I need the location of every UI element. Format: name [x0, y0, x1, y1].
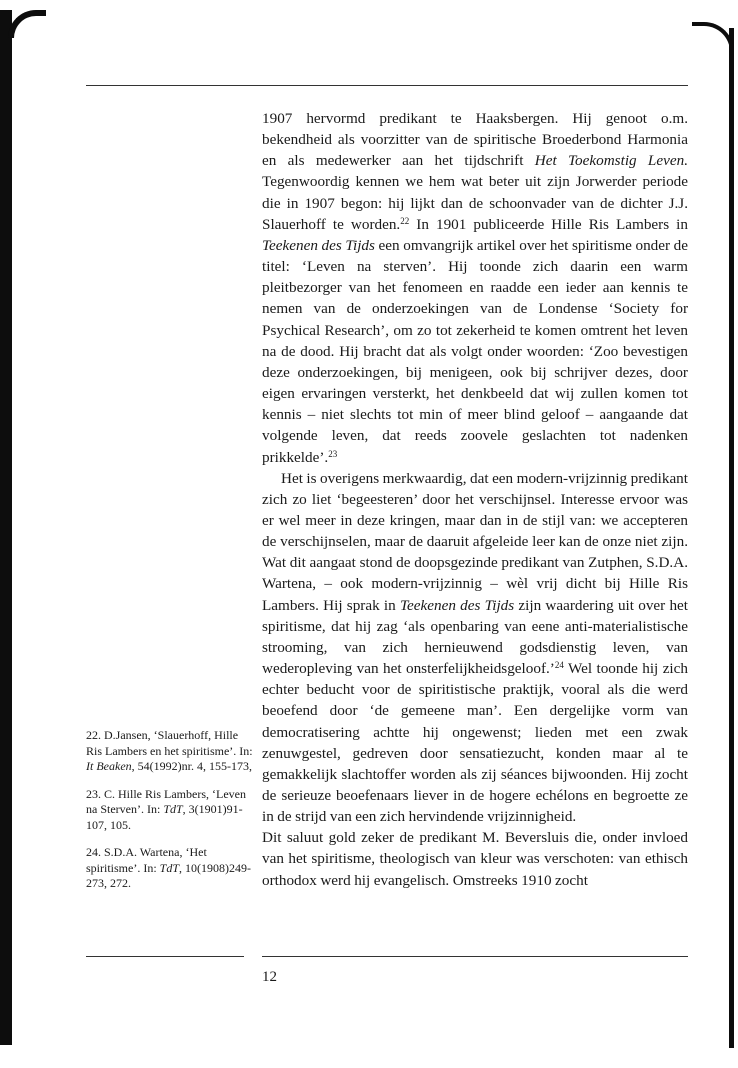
- body-paragraph: [262, 468, 688, 828]
- footnote-reference: 24: [554, 660, 564, 671]
- text-run: 22. D.Jansen, ‘Slauerhoff, Hille Ris Lambers en het spiritisme’. In:: [86, 728, 253, 758]
- text-run: , 3(1901)91-107, 105.: [86, 802, 243, 832]
- footnote-rule: [86, 956, 244, 957]
- footnote: [86, 787, 256, 834]
- italic-title: TdT: [159, 860, 180, 875]
- body-paragraph: [262, 108, 688, 468]
- text-run: 1907 hervormd predikant te Haaksbergen. Hij genoot o.m. bekendheid als voorzitter van de spiritische Broederbond Harmonia en als medewerker aan het tijdschrift: [262, 110, 688, 170]
- text-run: een omvangrijk artikel over het spiritisme onder de titel: ‘Leven na sterven’. Hij toonde zich daarin een warm pleitbezorger van het fenomeen en raadde een ieder aan kennis te nemen van de onderzoekingen van de Londense ‘Society for Psychical Research’, om zo tot zekerheid te komen omtrent het leven na de dood. Hij bracht dat als volgt onder woorden: ‘Zoo bevestigen deze onderzoekingen, bij menigeen, ook bij schrijver dezes, door eigen ervaringen versterkt, het denkbeeld dat wij zullen komen tot kennis – niet slechts tot min of meer blind geloof – aangaande dat volgende leven, dat reeds zoovele geslachten tot nadenken prikkelde’.: [262, 236, 688, 466]
- italic-title: TdT: [163, 802, 183, 816]
- text-run: 24. S.D.A. Wartena, ‘Het spiritisme’. In:: [86, 845, 207, 875]
- text-run: Het is overigens merkwaardig, dat een modern-vrijzinnig predikant zich zo liet ‘begeesteren’ door het verschijnsel. Interesse ervoor was er wel meer in deze kringen, maar dan in de stijl van: we accepteren de verschijnselen, maar de daaruit afgeleide leer kan de onze niet zijn. Wat dit aangaat stond de doopsgezinde predikant van Zutphen, S.D.A. Wartena, – ook modern-vrijzinnig – wèl vrij dicht bij Hille Ris Lambers. Hij sprak in: [262, 469, 688, 614]
- italic-title: Het Toekomstig Leven.: [534, 152, 688, 170]
- scan-shadow-left-curl: [8, 10, 46, 38]
- italic-title: Teekenen des Tijds: [262, 236, 375, 254]
- text-run: Tegenwoordig kennen we hem wat beter uit zijn Jorwerder periode die in 1907 begon: hij lijkt dan de schoonvader van de dichter J.J. Slauerhoff te worden.: [262, 173, 688, 233]
- footnote-reference: 23: [328, 448, 338, 459]
- text-run: Wel toonde hij zich echter beducht voor de spiritistische praktijk, vooral als die werd beoefend door ‘de gemeene man’. Een dergelijke vorm van democratisering achtte hij ongewenst; lieden met een zwak zenuwgestel, gedreven door sensatiezucht, konden maar al te gemakkelijk slachtoffer worden als zij séances bijwoonden. Hij zocht de serieuze beoefenaars liever in de hogere echélons en begroette ze in de strijd van een zich hervindende vrijzinnigheid.: [262, 660, 688, 826]
- text-run: , 10(1908)249-273, 272.: [86, 860, 252, 890]
- italic-title: Teekenen des Tijds: [399, 596, 515, 614]
- italic-title: It Beaken: [86, 759, 132, 773]
- footnote-reference: 22: [400, 215, 410, 226]
- text-run: Dit saluut gold zeker de predikant M. Beversluis die, onder invloed van het spiritisme, theologisch van kleur was verschoten: van ethisch orthodox werd hij evangelisch. Omstreeks 1910 zocht: [262, 829, 688, 889]
- scan-shadow-right: [729, 28, 734, 1048]
- scan-shadow-right-curl: [692, 22, 734, 52]
- footnote: [86, 728, 256, 775]
- body-paragraph: [262, 827, 688, 890]
- page-number: 12: [262, 969, 277, 985]
- footnote: [86, 845, 256, 892]
- scan-shadow-left: [0, 10, 12, 1045]
- text-run: In 1901 publiceerde Hille Ris Lambers in: [409, 215, 688, 233]
- text-run: zijn waardering uit over het spiritisme, dat hij zag ‘als openbaring van eene anti-materialistische strooming, van zich hernieuwend godsdienstig leven, van wederopleving van het onsterfelijkheidsgeloof.’: [262, 596, 688, 678]
- header-rule: [86, 85, 688, 86]
- footnotes-column: [86, 728, 256, 904]
- footer-rule: [262, 956, 688, 957]
- text-run: 23. C. Hille Ris Lambers, ‘Leven na Sterven’. In:: [86, 786, 246, 816]
- text-run: , 54(1992)nr. 4, 155-173,: [131, 759, 252, 773]
- body-text: [262, 108, 688, 891]
